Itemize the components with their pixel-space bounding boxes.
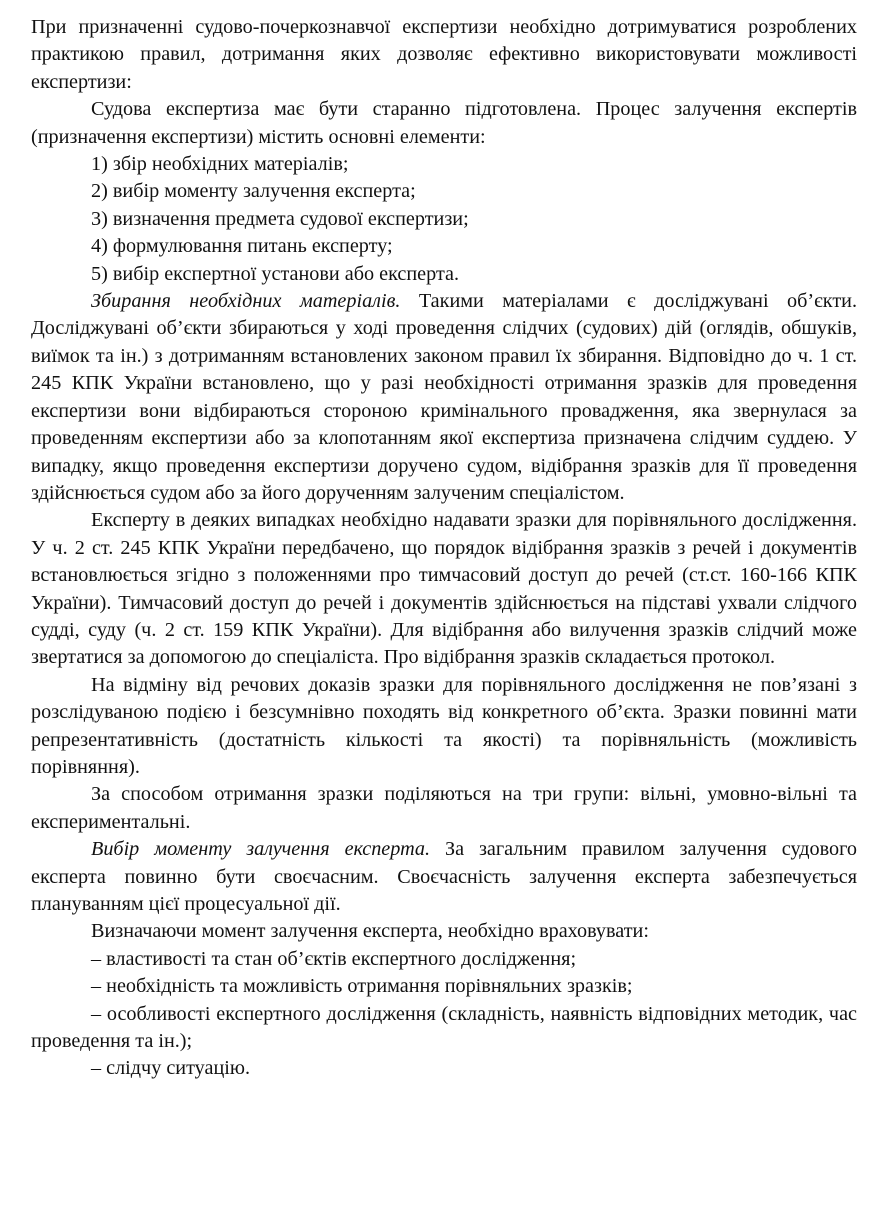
subheading-materials: Збирання необхідних матеріалів. <box>91 290 401 313</box>
subheading-timing: Вибір моменту залучення експерта. <box>91 838 431 861</box>
list-item: 1) збір необхідних матеріалів; <box>91 153 349 176</box>
paragraph-materials <box>31 288 857 507</box>
list-item: – слідчу ситуацію. <box>91 1057 250 1080</box>
paragraph-materials-text: Такими матеріалами є досліджувані об’єкти. Досліджувані об’єкти збираються у ході проведення слідчих (судових) дій (оглядів, обшуків, виїмок та ін.) з дотриманням встановлених законом правил їх збирання. Відповідно до ч. 1 ст. 245 КПК України встановлено, що у разі необхідності отримання зразків для проведення експертизи вони відбираються стороною кримінального провадження, яка звернулася за проведенням експертизи або за клопотанням якої експертиза призначена слідчим суддею. У випадку, якщо проведення експертизи доручено судом, відібрання зразків для її проведення здійснюється судом або за його дорученням залученим спеціалістом. <box>31 290 857 504</box>
paragraph-considerations: Визначаючи момент залучення експерта, необхідно враховувати: <box>91 920 649 943</box>
paragraph-timing <box>31 836 857 918</box>
list-item: – необхідність та можливість отримання порівняльних зразків; <box>91 975 633 998</box>
list-item: – властивості та стан об’єктів експертного дослідження; <box>91 947 577 970</box>
list-item: – особливості експертного дослідження (складність, наявність відповідних методик, час проведення та ін.); <box>31 1002 857 1053</box>
list-item: 2) вибір моменту залучення експерта; <box>91 180 416 203</box>
paragraph-timing-text: За загальним правилом залучення судового експерта повинно бути своєчасним. Своєчасність залучення експерта забезпечується плануванням цієї процесуальної дії. <box>31 838 857 915</box>
paragraph-intro: При призначенні судово-почеркознавчої експертизи необхідно дотримуватися розроблених практикою правил, дотримання яких дозволяє ефективно використовувати можливості експертизи: <box>31 16 857 93</box>
list-item: 4) формулювання питань експерту; <box>91 235 393 258</box>
paragraph-samples: Експерту в деяких випадках необхідно надавати зразки для порівняльного дослідження. У ч. 2 ст. 245 КПК України передбачено, що порядок відібрання зразків з речей і документів встановлюється згідно з положеннями про тимчасовий доступ до речей (ст.ст. 160-166 КПК України). Тимчасовий доступ до речей і документів здійснюється на підставі ухвали слідчого судді, суду (ч. 2 ст. 159 КПК України). Для відібрання або вилучення зразків слідчий може звертатися за допомогою до спеціаліста. Про відібрання зразків складається протокол. <box>31 509 857 669</box>
paragraph-evidence: На відміну від речових доказів зразки для порівняльного дослідження не пов’язані з розслідуваною подією і безсумнівно походять від конкретного об’єкта. Зразки повинні мати репрезентативність (достатність кількості та якості) та порівняльність (можливість порівняння). <box>31 673 857 778</box>
paragraph-sample-groups: За способом отримання зразки поділяються на три групи: вільні, умовно-вільні та експериментальні. <box>31 783 857 833</box>
list-item: 5) вибір експертної установи або експерта. <box>91 262 460 285</box>
list-item: 3) визначення предмета судової експертизи; <box>91 207 469 230</box>
paragraph-preparation: Судова експертиза має бути старанно підготовлена. Процес залучення експертів (призначення експертизи) містить основні елементи: <box>31 98 857 148</box>
